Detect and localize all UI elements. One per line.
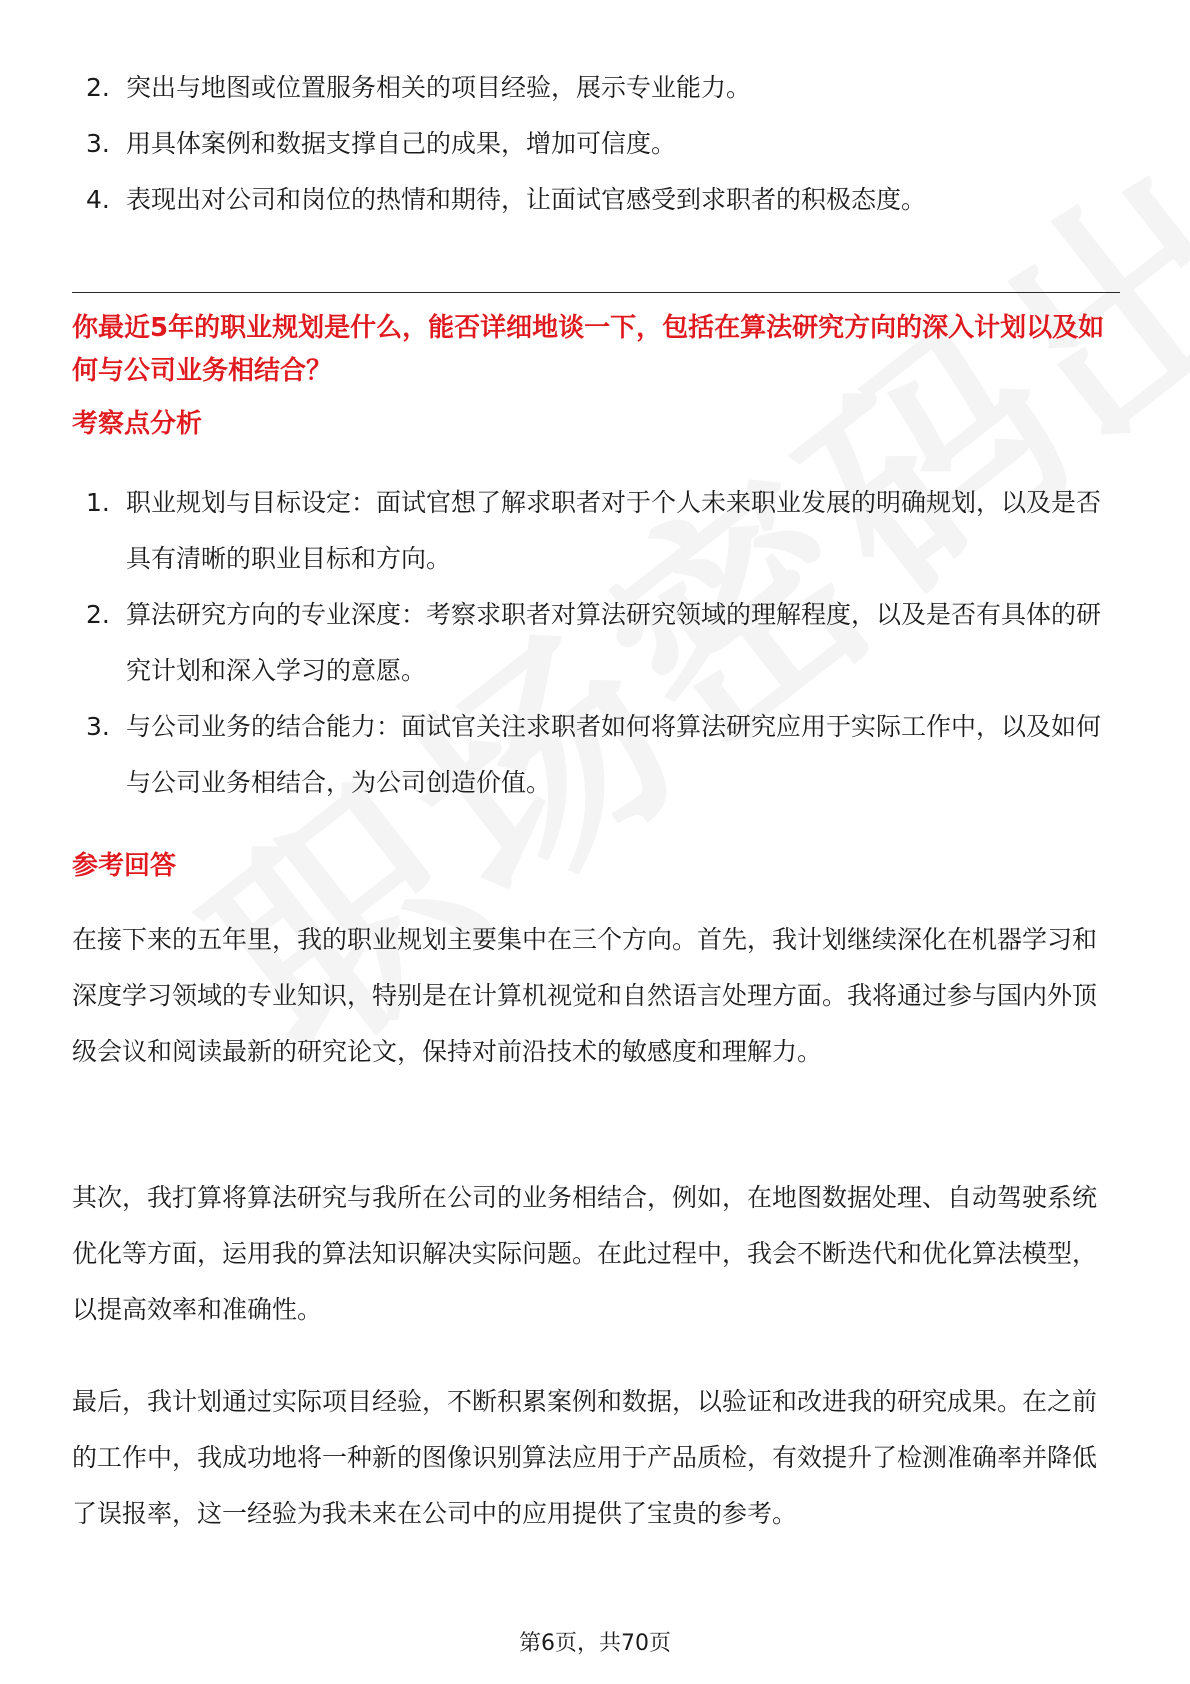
- list-item: [0, 60, 1190, 116]
- list-item: [0, 699, 1190, 811]
- analysis-heading: 考察点分析: [72, 409, 203, 439]
- analysis-list: [0, 475, 1190, 811]
- list-text: 突出与地图或位置服务相关的项目经验，展示专业能力。: [126, 73, 752, 102]
- list-item: [0, 475, 1190, 587]
- list-item: [0, 587, 1190, 699]
- list-text: 用具体案例和数据支撑自己的成果，增加可信度。: [126, 129, 677, 158]
- answer-paragraph: 其次，我打算将算法研究与我所在公司的业务相结合，例如，在地图数据处理、自动驾驶系统优化等方面，运用我的算法知识解决实际问题。在此过程中，我会不断迭代和优化算法模型，以提高效率和准确性。: [72, 1183, 1098, 1324]
- list-number: 4.: [86, 185, 110, 214]
- list-number: 2.: [86, 600, 110, 629]
- interview-question: 你最近5年的职业规划是什么，能否详细地谈一下，包括在算法研究方向的深入计划以及如何与公司业务相结合？: [72, 313, 1105, 386]
- list-number: 2.: [86, 73, 110, 102]
- previous-tips-list: [0, 60, 1190, 228]
- list-text: 表现出对公司和岗位的热情和期待，让面试官感受到求职者的积极态度。: [126, 185, 927, 214]
- page-number: 第6页，共70页: [519, 1631, 671, 1656]
- list-number: 3.: [86, 129, 110, 158]
- list-item: [0, 116, 1190, 172]
- list-number: 3.: [86, 712, 110, 741]
- section-divider: [72, 292, 1120, 293]
- answer-paragraph: 最后，我计划通过实际项目经验，不断积累案例和数据，以验证和改进我的研究成果。在之前的工作中，我成功地将一种新的图像识别算法应用于产品质检，有效提升了检测准确率并降低了误报率，这一经验为我未来在公司中的应用提供了宝贵的参考。: [72, 1387, 1098, 1528]
- list-text: 与公司业务的结合能力：面试官关注求职者如何将算法研究应用于实际工作中，以及如何与公司业务相结合，为公司创造价值。: [126, 712, 1102, 797]
- answer-heading: 参考回答: [72, 851, 177, 881]
- list-number: 1.: [86, 488, 110, 517]
- answer-paragraph: 在接下来的五年里，我的职业规划主要集中在三个方向。首先，我计划继续深化在机器学习和深度学习领域的专业知识，特别是在计算机视觉和自然语言处理方面。我将通过参与国内外顶级会议和阅读最新的研究论文，保持对前沿技术的敏感度和理解力。: [72, 925, 1098, 1066]
- list-text: 算法研究方向的专业深度：考察求职者对算法研究领域的理解程度，以及是否有具体的研究计划和深入学习的意愿。: [126, 600, 1102, 685]
- list-item: [0, 172, 1190, 228]
- list-text: 职业规划与目标设定：面试官想了解求职者对于个人未来职业发展的明确规划，以及是否具有清晰的职业目标和方向。: [126, 488, 1102, 573]
